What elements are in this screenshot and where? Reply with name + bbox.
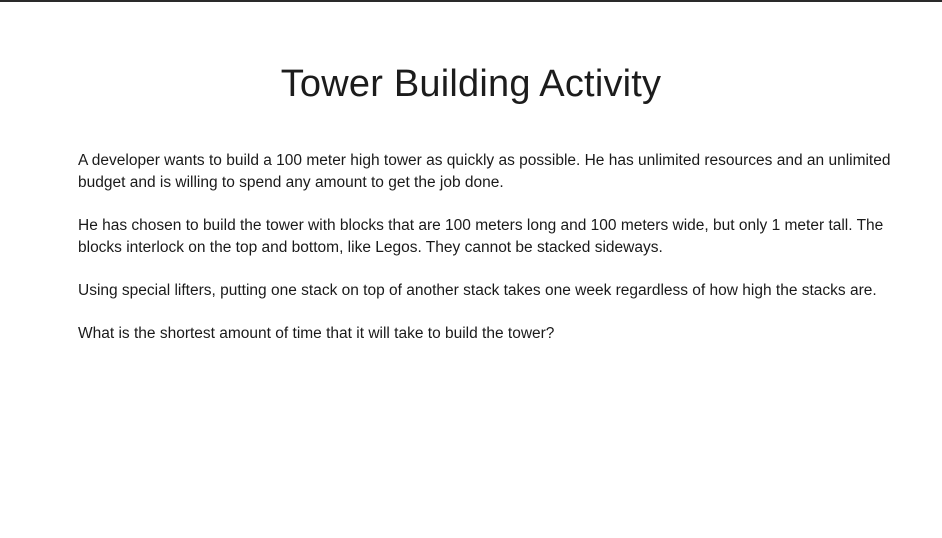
slide-title: Tower Building Activity <box>280 63 662 105</box>
slide-body <box>78 150 898 366</box>
paragraph-blocks: He has chosen to build the tower with blocks that are 100 meters long and 100 meters wide, but only 1 meter tall. The blocks interlock on the top and bottom, like Legos. They cannot be stacked sideways. <box>78 217 884 256</box>
paragraph-intro: A developer wants to build a 100 meter high tower as quickly as possible. He has unlimited resources and an unlimited budget and is willing to spend any amount to get the job done. <box>78 152 891 191</box>
paragraph-question: What is the shortest amount of time that it will take to build the tower? <box>78 325 555 342</box>
paragraph-lifters: Using special lifters, putting one stack on top of another stack takes one week regardless of how high the stacks are. <box>78 282 877 299</box>
